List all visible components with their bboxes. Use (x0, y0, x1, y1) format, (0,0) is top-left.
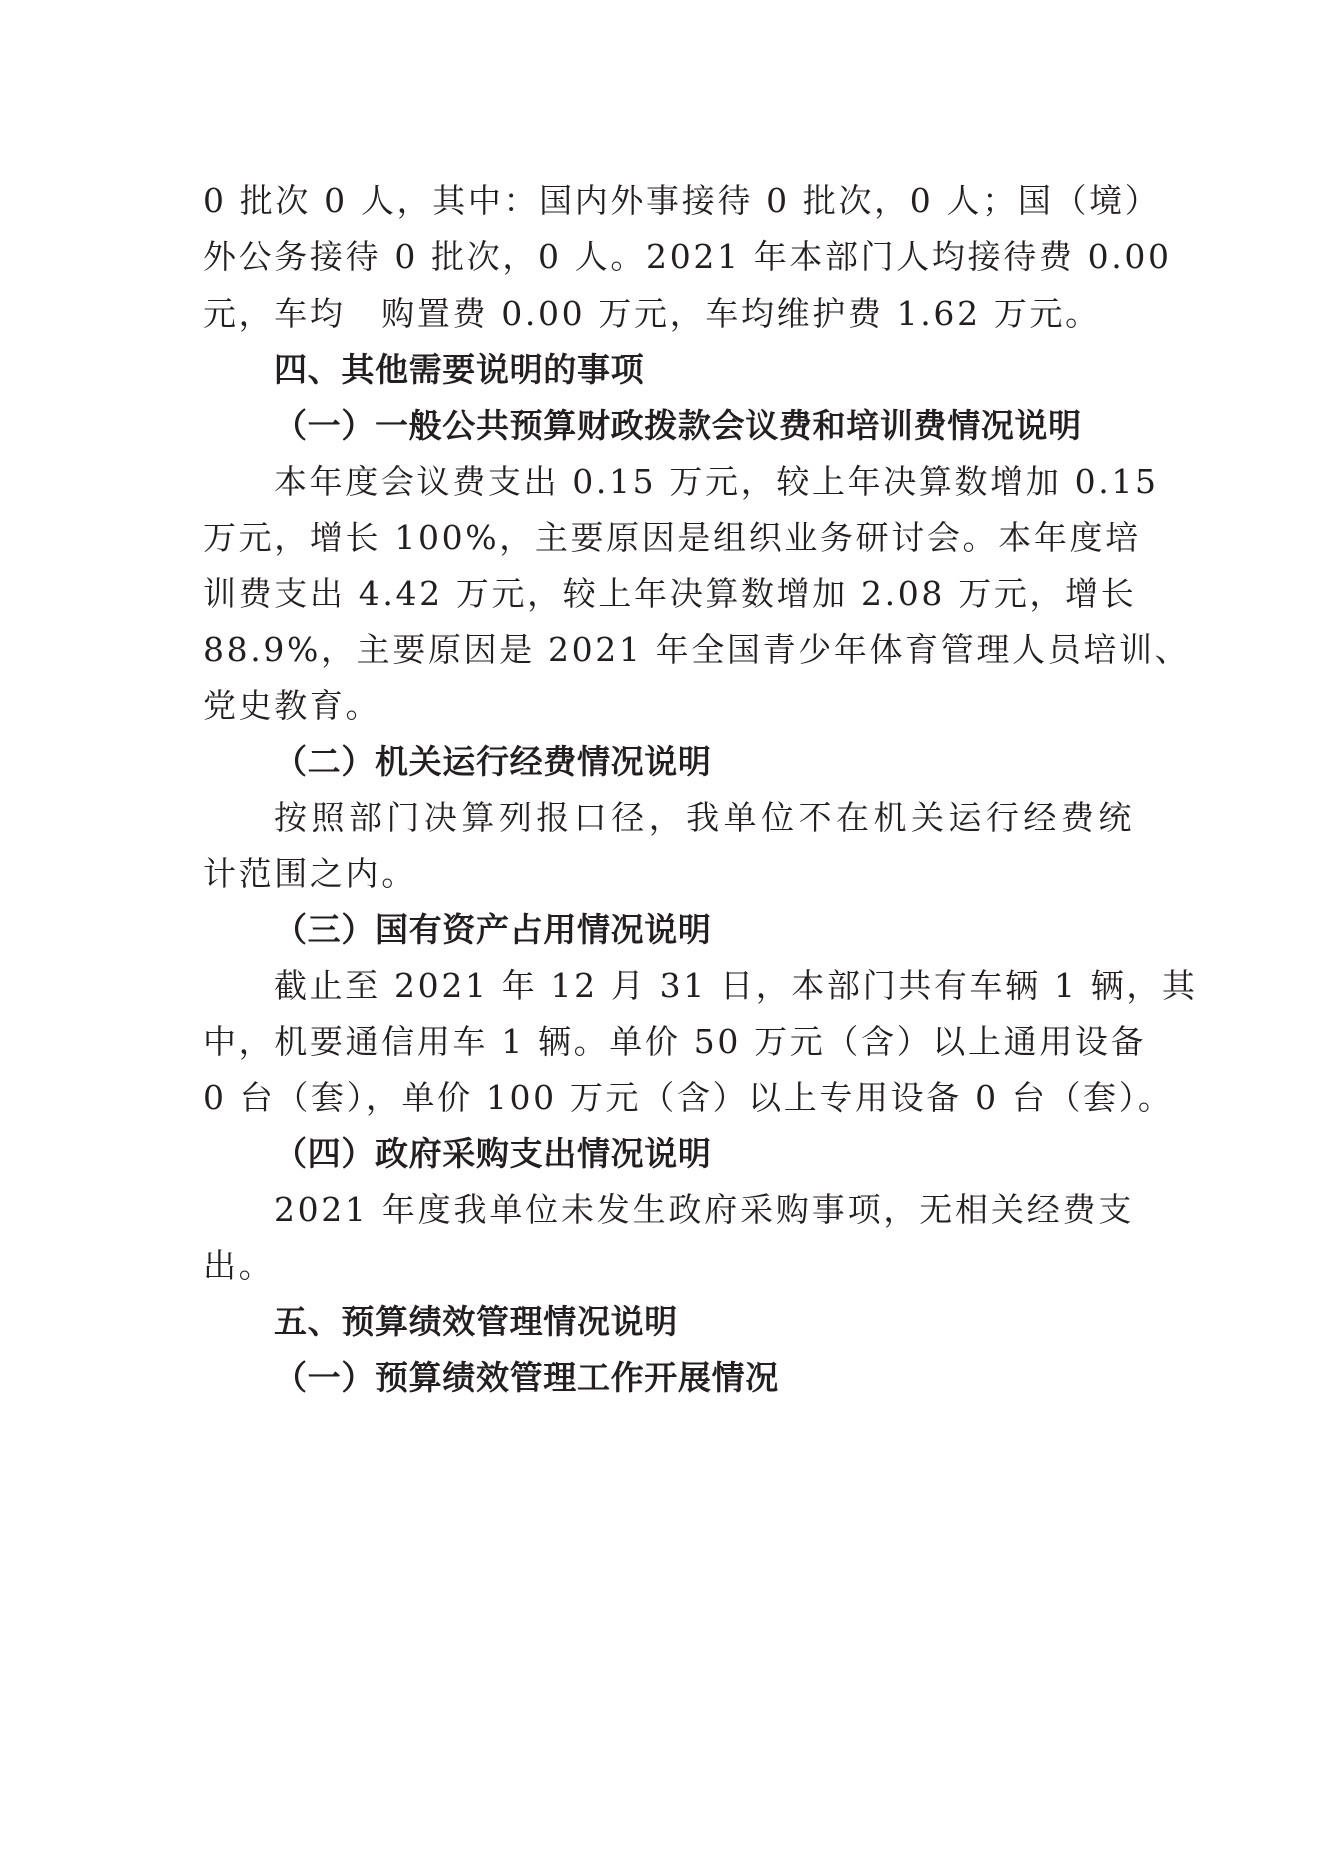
body-text-line: 计范围之内。 (203, 854, 417, 893)
body-text-line: 按照部门决算列报口径，我单位不在机关运行经费统 (274, 798, 1134, 837)
section-heading: 四、其他需要说明的事项 (274, 350, 645, 389)
body-text-line: 88.9%，主要原因是 2021 年全国青少年体育管理人员培训、 (203, 630, 1191, 669)
section-heading: 五、预算绩效管理情况说明 (274, 1302, 678, 1341)
body-text-line: 出。 (203, 1246, 275, 1285)
body-text-line: 本年度会议费支出 0.15 万元，较上年决算数增加 0.15 (274, 462, 1159, 501)
body-text-line: 2021 年度我单位未发生政府采购事项，无相关经费支 (274, 1190, 1134, 1229)
body-text-line: 训费支出 4.42 万元，较上年决算数增加 2.08 万元，增长 (203, 574, 1137, 613)
body-text-line: 党史教育。 (203, 686, 382, 725)
body-text-line: 元，车均 购置费 0.00 万元，车均维护费 1.62 万元。 (203, 294, 1101, 333)
body-text-line: 0 批次 0 人，其中：国内外事接待 0 批次，0 人；国（境） (203, 181, 1161, 220)
body-text-line: 万元，增长 100%，主要原因是组织业务研讨会。本年度培 (203, 518, 1141, 557)
subsection-heading: （三）国有资产占用情况说明 (274, 910, 712, 949)
subsection-heading: （一）一般公共预算财政拨款会议费和培训费情况说明 (274, 406, 1082, 445)
subsection-heading: （二）机关运行经费情况说明 (274, 742, 712, 781)
subsection-heading: （四）政府采购支出情况说明 (274, 1134, 712, 1173)
body-text-line: 外公务接待 0 批次，0 人。2021 年本部门人均接待费 0.00 (203, 237, 1172, 276)
body-text-line: 截止至 2021 年 12 月 31 日，本部门共有车辆 1 辆，其 (274, 966, 1198, 1005)
subsection-heading: （一）预算绩效管理工作开展情况 (274, 1358, 779, 1397)
body-text-line: 中，机要通信用车 1 辆。单价 50 万元（含）以上通用设备 (203, 1022, 1147, 1061)
body-text-line: 0 台（套），单价 100 万元（含）以上专用设备 0 台（套）。 (203, 1078, 1174, 1117)
